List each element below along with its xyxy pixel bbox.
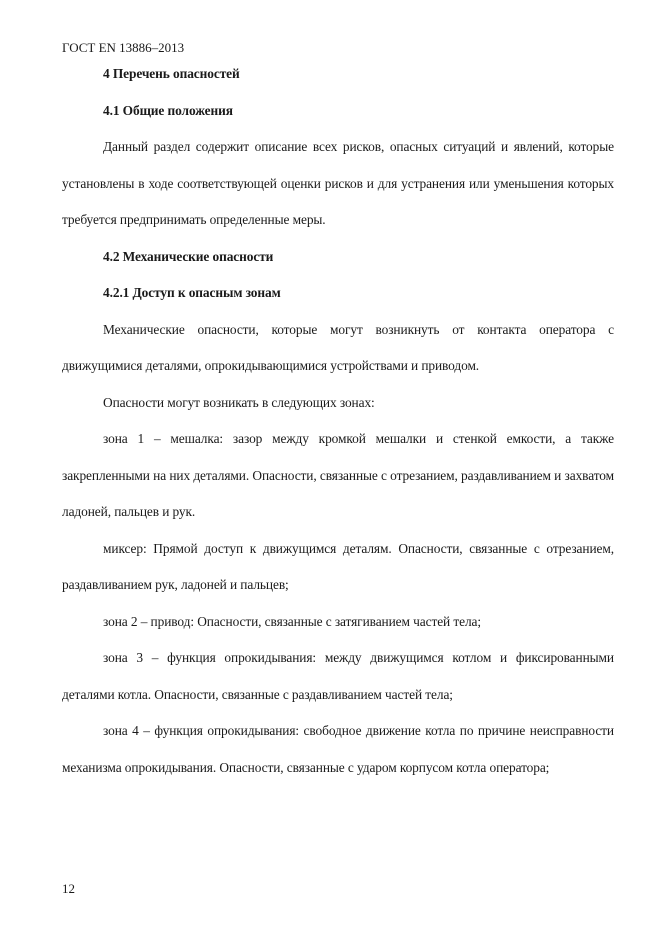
paragraph-mechanical: Механические опасности, которые могут возникнуть от контакта оператора с движущимися деталями, опрокидывающимися устройствами и приводом. — [62, 321, 614, 373]
paragraph-zone-2: зона 2 – привод: Опасности, связанные с затягиванием частей тела; — [103, 613, 482, 629]
section-heading-4-1: 4.1 Общие положения — [103, 102, 233, 118]
section-heading-4: 4 Перечень опасностей — [103, 66, 240, 81]
paragraph-zone-4: зона 4 – функция опрокидывания: свободное движение котла по причине неисправности механизма опрокидывания. Опасности, связанные с ударом корпусом котла оператора; — [62, 723, 614, 775]
section-heading-4-2: 4.2 Механические опасности — [103, 248, 274, 264]
paragraph-zone-1: зона 1 – мешалка: зазор между кромкой мешалки и стенкой емкости, а также закрепленными на них деталями. Опасности, связанные с отрезанием, раздавливанием и захватом ладоней, пальцев и рук. — [62, 431, 614, 519]
document-body — [62, 56, 614, 786]
paragraph-zone-3: зона 3 – функция опрокидывания: между движущимся котлом и фиксированными деталями котла. Опасности, связанные с раздавливанием частей тела; — [62, 650, 614, 702]
section-heading-4-2-1: 4.2.1 Доступ к опасным зонам — [103, 285, 281, 300]
paragraph-zones-intro: Опасности могут возникать в следующих зонах: — [103, 394, 375, 410]
paragraph-mixer: миксер: Прямой доступ к движущимся деталям. Опасности, связанные с отрезанием, раздавливанием рук, ладоней и пальцев; — [62, 540, 614, 592]
document-code: ГОСТ EN 13886–2013 — [62, 40, 185, 55]
page-number: 12 — [62, 881, 75, 896]
paragraph-general: Данный раздел содержит описание всех рисков, опасных ситуаций и явлений, которые установлены в ходе соответствующей оценки рисков и для устранения или уменьшения которых требуется предпринимать определенные меры. — [62, 139, 614, 227]
